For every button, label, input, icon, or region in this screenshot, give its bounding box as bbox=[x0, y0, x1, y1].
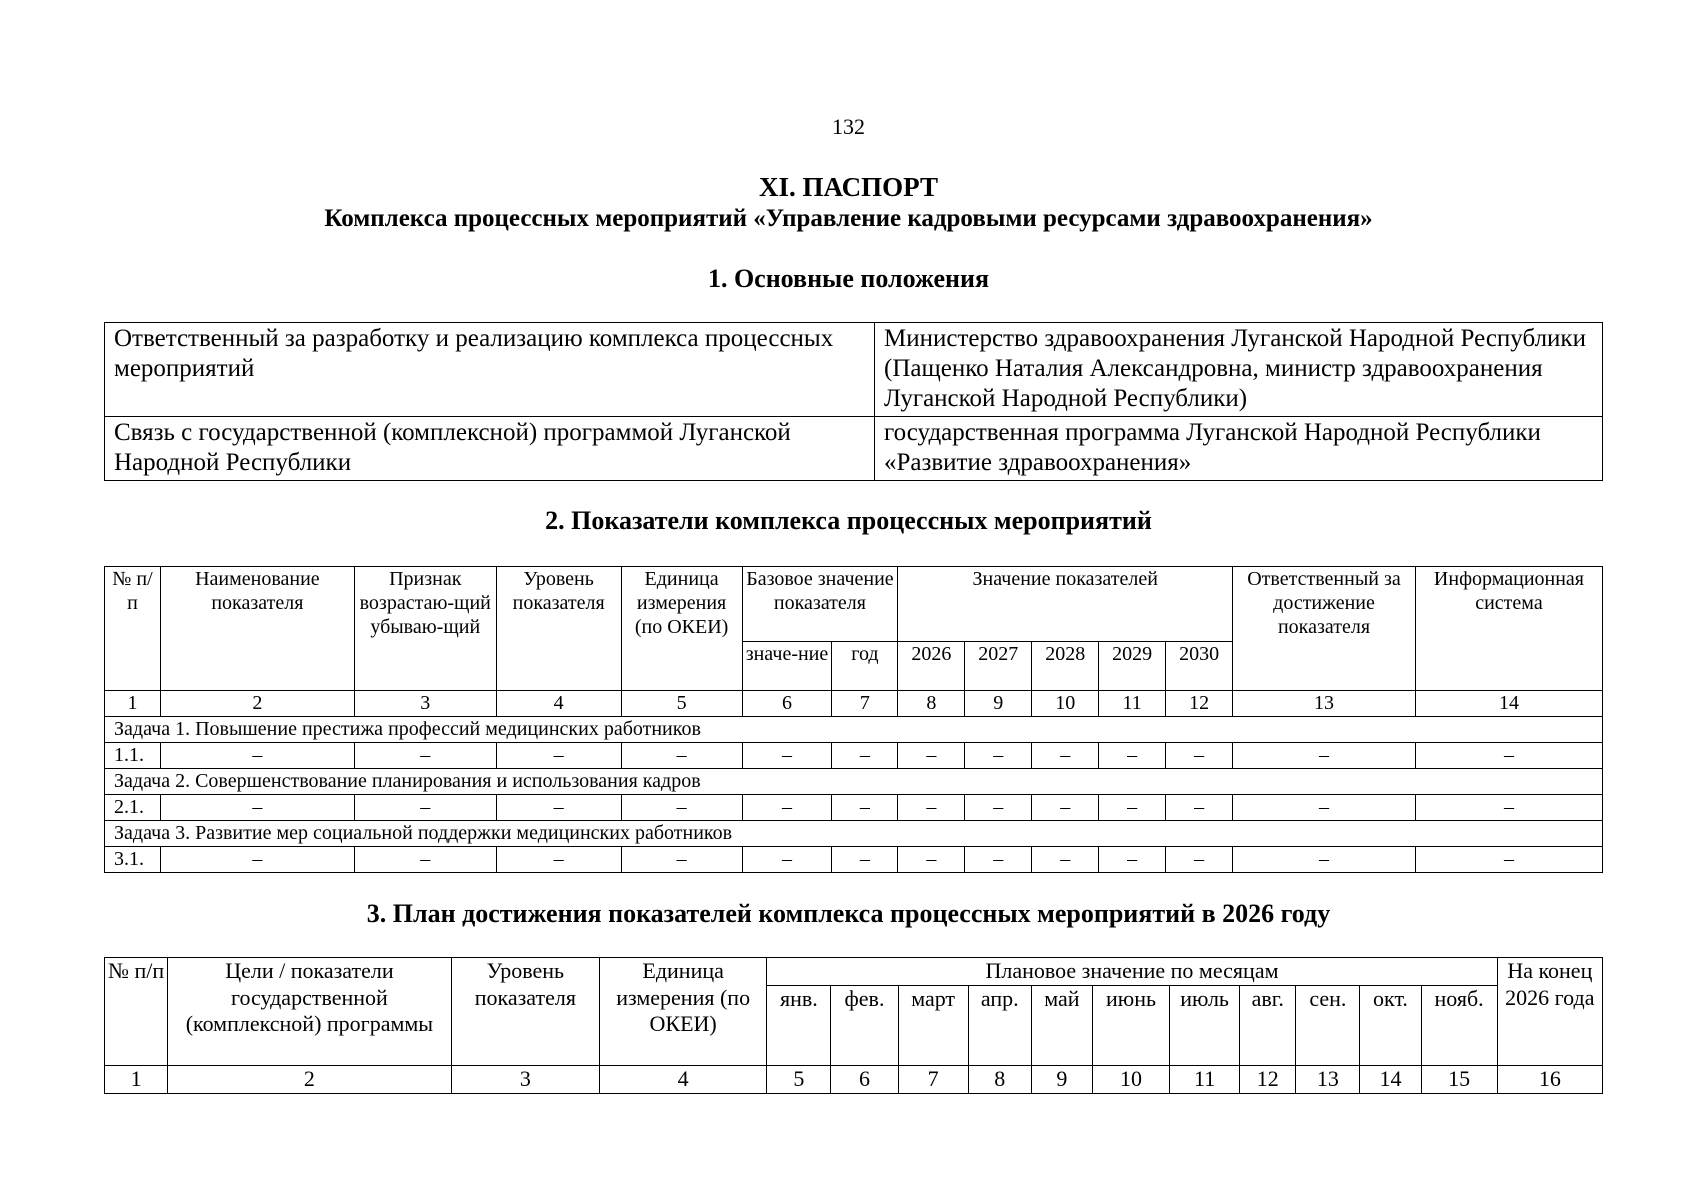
column-number: 8 bbox=[898, 691, 965, 717]
month-header: янв. bbox=[767, 985, 831, 1065]
table-cell: – bbox=[160, 795, 354, 821]
section2-heading: 2. Показатели комплекса процессных мероприятий bbox=[545, 506, 1152, 535]
program-link-label: Связь с государственной (комплексной) программой Луганской Народной Республики bbox=[105, 417, 875, 481]
row-number: 3.1. bbox=[105, 847, 161, 873]
table-cell: – bbox=[742, 743, 832, 769]
column-number: 9 bbox=[1031, 1065, 1092, 1093]
table-cell: – bbox=[1415, 743, 1602, 769]
column-number: 8 bbox=[968, 1065, 1031, 1093]
month-header: июль bbox=[1170, 985, 1240, 1065]
column-number: 11 bbox=[1170, 1065, 1240, 1093]
basic-provisions-table bbox=[104, 322, 1603, 481]
document-title: XI. ПАСПОРТ bbox=[759, 172, 938, 202]
column-number: 10 bbox=[1032, 691, 1099, 717]
column-number: 12 bbox=[1240, 1065, 1296, 1093]
column-number: 6 bbox=[742, 691, 832, 717]
task-title: Задача 2. Совершенствование планирования и использования кадров bbox=[105, 769, 1603, 795]
month-header: фев. bbox=[831, 985, 898, 1065]
plan-table bbox=[104, 957, 1603, 1094]
table-row bbox=[105, 743, 1603, 769]
table-cell: – bbox=[621, 743, 742, 769]
month-header: сен. bbox=[1296, 985, 1360, 1065]
table-cell: – bbox=[160, 847, 354, 873]
month-header: июнь bbox=[1092, 985, 1169, 1065]
month-header: нояб. bbox=[1421, 985, 1497, 1065]
header-row bbox=[105, 567, 1603, 642]
col-unit-header: Единица измерения (по ОКЕИ) bbox=[599, 958, 766, 1066]
table-cell: – bbox=[832, 743, 898, 769]
month-header: май bbox=[1031, 985, 1092, 1065]
table-cell: – bbox=[1166, 847, 1233, 873]
task-title: Задача 3. Развитие мер социальной поддержки медицинских работников bbox=[105, 821, 1603, 847]
table-cell: – bbox=[496, 743, 621, 769]
col-unit-header: Единица измерения (по ОКЕИ) bbox=[621, 567, 742, 691]
col-num-header: № п/п bbox=[105, 958, 168, 1066]
table-cell: – bbox=[1032, 847, 1099, 873]
page-number: 132 bbox=[832, 114, 865, 139]
table-cell: – bbox=[160, 743, 354, 769]
col-base-year-header: год bbox=[832, 642, 898, 691]
col-monthly-header: Плановое значение по месяцам bbox=[767, 958, 1497, 986]
year-header: 2027 bbox=[965, 642, 1032, 691]
table-cell: – bbox=[965, 847, 1032, 873]
col-base-value-header: значе-ние bbox=[742, 642, 832, 691]
col-goals-header: Цели / показатели государственной (комплексной) программы bbox=[168, 958, 452, 1066]
column-number: 9 bbox=[965, 691, 1032, 717]
table-row bbox=[105, 847, 1603, 873]
column-number: 13 bbox=[1296, 1065, 1360, 1093]
document-subtitle: Комплекса процессных мероприятий «Управление кадровыми ресурсами здравоохранения» bbox=[324, 205, 1373, 232]
column-number: 5 bbox=[767, 1065, 831, 1093]
col-system-header: Информационная система bbox=[1415, 567, 1602, 691]
table-cell: – bbox=[621, 847, 742, 873]
col-base-header: Базовое значение показателя bbox=[742, 567, 898, 642]
column-number: 6 bbox=[831, 1065, 898, 1093]
column-number: 4 bbox=[496, 691, 621, 717]
table-cell: – bbox=[496, 795, 621, 821]
table-cell: – bbox=[1099, 795, 1166, 821]
column-number-row bbox=[105, 1065, 1603, 1093]
header-row bbox=[105, 958, 1603, 986]
table-cell: – bbox=[1233, 795, 1416, 821]
col-level-header: Уровень показателя bbox=[496, 567, 621, 691]
column-number: 2 bbox=[160, 691, 354, 717]
column-number: 5 bbox=[621, 691, 742, 717]
col-end-header: На конец 2026 года bbox=[1497, 958, 1602, 1066]
year-header: 2028 bbox=[1032, 642, 1099, 691]
table-cell: – bbox=[1233, 847, 1416, 873]
column-number: 3 bbox=[451, 1065, 599, 1093]
column-number: 16 bbox=[1497, 1065, 1602, 1093]
table-cell: – bbox=[1233, 743, 1416, 769]
table-cell: – bbox=[898, 847, 965, 873]
column-number: 3 bbox=[354, 691, 496, 717]
column-number: 7 bbox=[832, 691, 898, 717]
column-number: 11 bbox=[1099, 691, 1166, 717]
column-number: 10 bbox=[1092, 1065, 1169, 1093]
year-header: 2029 bbox=[1099, 642, 1166, 691]
table-row bbox=[105, 417, 1603, 481]
task-title: Задача 1. Повышение престижа профессий медицинских работников bbox=[105, 717, 1603, 743]
table-cell: – bbox=[742, 847, 832, 873]
month-header: март bbox=[898, 985, 968, 1065]
table-cell: – bbox=[1032, 795, 1099, 821]
year-header: 2030 bbox=[1166, 642, 1233, 691]
table-cell: – bbox=[1166, 743, 1233, 769]
col-name-header: Наименование показателя bbox=[160, 567, 354, 691]
column-number: 12 bbox=[1166, 691, 1233, 717]
table-cell: – bbox=[496, 847, 621, 873]
col-level-header: Уровень показателя bbox=[451, 958, 599, 1066]
task-row bbox=[105, 769, 1603, 795]
column-number: 14 bbox=[1360, 1065, 1421, 1093]
table-cell: – bbox=[898, 795, 965, 821]
table-cell: – bbox=[898, 743, 965, 769]
year-header: 2026 bbox=[898, 642, 965, 691]
table-cell: – bbox=[832, 847, 898, 873]
table-cell: – bbox=[621, 795, 742, 821]
responsible-value: Министерство здравоохранения Луганской Народной Республики (Пащенко Наталия Александровна, министр здравоохранения Луганской Народной Республики) bbox=[875, 323, 1603, 417]
col-sign-header: Признак возрастаю-щий убываю-щий bbox=[354, 567, 496, 691]
month-header: окт. bbox=[1360, 985, 1421, 1065]
column-number: 2 bbox=[168, 1065, 452, 1093]
table-cell: – bbox=[1099, 847, 1166, 873]
column-number: 7 bbox=[898, 1065, 968, 1093]
table-cell: – bbox=[1032, 743, 1099, 769]
table-cell: – bbox=[1166, 795, 1233, 821]
month-header: апр. bbox=[968, 985, 1031, 1065]
section3-heading: 3. План достижения показателей комплекса процессных мероприятий в 2026 году bbox=[366, 899, 1331, 928]
row-number: 2.1. bbox=[105, 795, 161, 821]
table-cell: – bbox=[832, 795, 898, 821]
month-header: авг. bbox=[1240, 985, 1296, 1065]
section1-heading: 1. Основные положения bbox=[707, 264, 990, 293]
table-cell: – bbox=[354, 847, 496, 873]
task-row bbox=[105, 717, 1603, 743]
table-cell: – bbox=[965, 795, 1032, 821]
column-number: 14 bbox=[1415, 691, 1602, 717]
column-number: 1 bbox=[105, 1065, 168, 1093]
col-values-header: Значение показателей bbox=[898, 567, 1233, 642]
program-link-value: государственная программа Луганской Народной Республики «Развитие здравоохранения» bbox=[875, 417, 1603, 481]
table-row bbox=[105, 795, 1603, 821]
column-number-row bbox=[105, 691, 1603, 717]
column-number: 4 bbox=[599, 1065, 766, 1093]
column-number: 1 bbox=[105, 691, 161, 717]
task-row bbox=[105, 821, 1603, 847]
col-responsible-header: Ответственный за достижение показателя bbox=[1233, 567, 1416, 691]
responsible-label: Ответственный за разработку и реализацию комплекса процессных мероприятий bbox=[105, 323, 875, 417]
table-cell: – bbox=[1099, 743, 1166, 769]
table-cell: – bbox=[354, 795, 496, 821]
table-row bbox=[105, 323, 1603, 417]
table-cell: – bbox=[742, 795, 832, 821]
column-number: 15 bbox=[1421, 1065, 1497, 1093]
col-num-header: № п/п bbox=[105, 567, 161, 691]
row-number: 1.1. bbox=[105, 743, 161, 769]
table-cell: – bbox=[354, 743, 496, 769]
table-cell: – bbox=[965, 743, 1032, 769]
table-cell: – bbox=[1415, 795, 1602, 821]
table-cell: – bbox=[1415, 847, 1602, 873]
column-number: 13 bbox=[1233, 691, 1416, 717]
indicators-table bbox=[104, 566, 1603, 873]
